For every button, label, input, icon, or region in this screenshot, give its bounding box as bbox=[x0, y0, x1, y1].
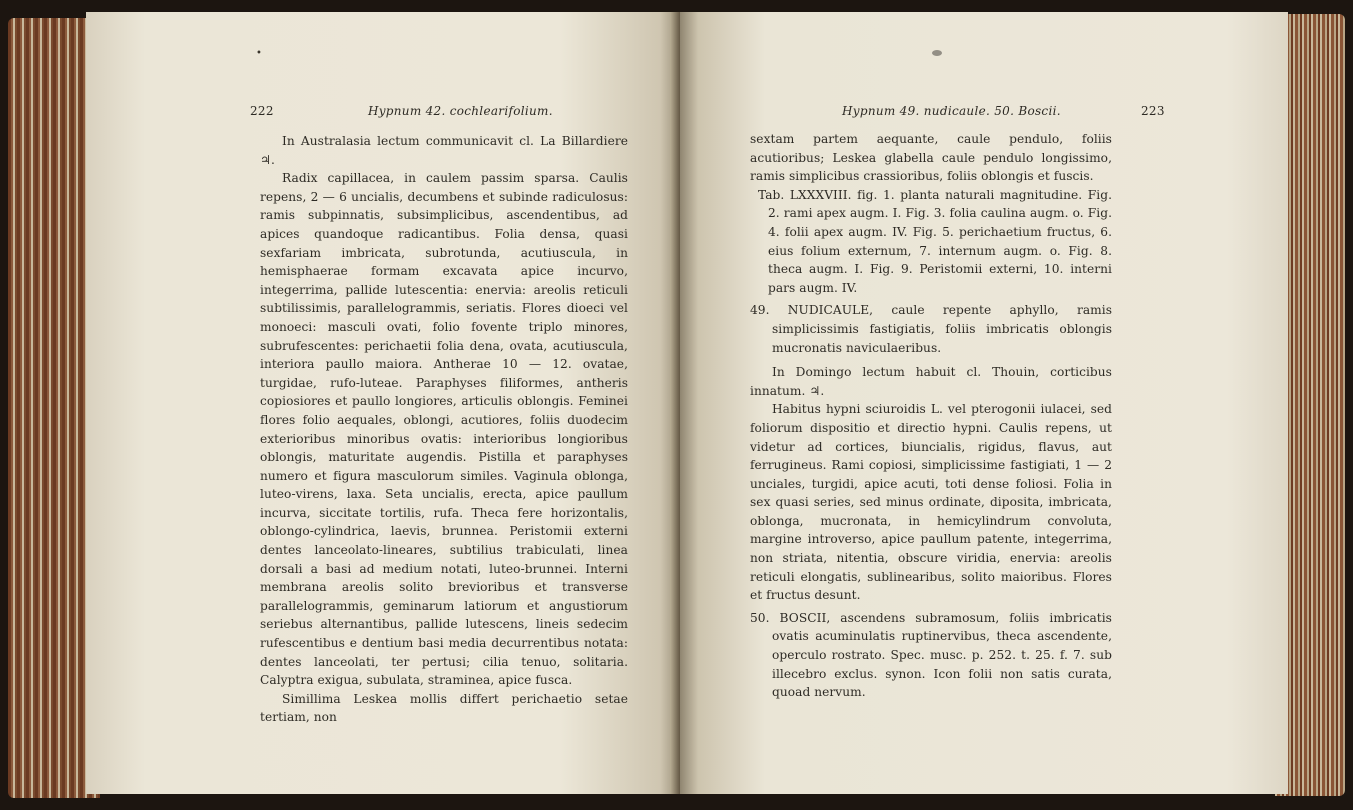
left-page-text bbox=[260, 132, 628, 727]
right-page-text bbox=[750, 130, 1112, 702]
left-running-title: Hypnum 42. cochlearifolium. bbox=[367, 104, 553, 118]
paragraph: Simillima Leskea mollis differt perichaetio setae tertiam, non bbox=[260, 691, 628, 725]
right-page-number: 223 bbox=[1140, 104, 1165, 118]
paragraph: Tab. LXXXVIII. fig. 1. planta naturali magnitudine. Fig. 2. rami apex augm. I. Fig. 3. folia caulina augm. o. Fig. 4. folii apex augm. IV. Fig. 5. perichaetium fructus, 6. eius folium externum, 7. internum augm. o. Fig. 8. theca augm. I. Fig. 9. Peristomii externi, 10. interni pars augm. IV. bbox=[758, 187, 1112, 295]
species-entry: 49. NUDICAULE, caule repente aphyllo, ramis simplicissimis fastigiatis, foliis imbricatis oblongis mucronatis naviculaeribus. bbox=[750, 303, 1112, 355]
ink-mark bbox=[932, 50, 942, 56]
paragraph: Radix capillacea, in caulem passim sparsa. Caulis repens, 2 — 6 uncialis, decumbens et subinde radiculosus: ramis subpinnatis, subsimplicibus, ascendentibus, ad apices quandoque radicantibus. Folia densa, quasi sexfariam imbricata, subrotunda, acutiuscula, in hemisphaerae formam excavata apice incurvo, integerrima, pallide lutescentia: enervia: areolis reticuli subtilissimis, parallelogrammis, seriatis. Flores dioeci vel monoeci: masculi ovati, folio fovente triplo minores, subrufescentes: perichaetii folia dena, ovata, acutiuscula, interiora paullo maiora. Antherae 10 — 12. ovatae, turgidae, rufo-luteae. Paraphyses filiformes, antheris copiosiores et paullo longiores, articulis oblongis. Feminei flores folio aequales, oblongi, acutiores, foliis duodecim exterioribus minoribus ovatis: interioribus longioribus oblongis, maturitate augendis. Pistilla et paraphyses numero et figura masculorum similes. Vaginula oblonga, luteo-virens, laxa. Seta uncialis, erecta, apice paullum incurva, siccitate tortilis, rufa. Theca fere horizontalis, oblongo-cylindrica, laevis, brunnea. Peristomii externi dentes lanceolato-lineares, subtilius trabiculati, linea dorsali a basi ad medium notati, luteo-brunnei. Interni membrana areolis solito brevioribus et transverse parallelogrammis, geminarum latiorum et angustiorum seriebus alternantibus, pallide lutescens, lineis sedecim rufescentibus e dentium basi media decurrentibus notata: dentes lanceolati, ter pertusi; cilia tenuo, solitaria. Calyptra exigua, subulata, straminea, apice fusca. bbox=[260, 171, 628, 688]
ink-mark: • bbox=[256, 48, 262, 59]
left-page bbox=[86, 12, 678, 794]
right-running-title: Hypnum 49. nudicaule. 50. Boscii. bbox=[842, 104, 1061, 118]
left-page-header bbox=[250, 104, 553, 118]
right-page bbox=[680, 12, 1288, 794]
right-page-header bbox=[842, 104, 1165, 118]
species-entry: 50. BOSCII, ascendens subramosum, foliis imbricatis ovatis acuminulatis ruptinervibus, theca ascendente, operculo rostrato. Spec. musc. p. 252. t. 25. f. 7. sub illecebro exclus. synon. Icon folii non satis curata, quoad nervum. bbox=[750, 610, 1112, 700]
paragraph: In Domingo lectum habuit cl. Thouin, corticibus innatum. ♃. bbox=[750, 365, 1112, 398]
paragraph: Habitus hypni sciuroidis L. vel pterogonii iulacei, sed foliorum dispositio et directio hypni. Caulis repens, ut videtur ad cortices, biuncialis, rigidus, flavus, aut ferrugineus. Rami copiosi, simplicissime fastigiati, 1 — 2 unciales, turgidi, apice acuti, toti dense foliosi. Folia in sex quasi series, sed minus ordinate, diposita, imbricata, oblonga, mucronata, in hemicylindrum convoluta, margine introverso, apice paullum patente, integerrima, non striata, nitentia, obscure viridia, enervia: areolis reticuli elongatis, sublinearibus, solito maioribus. Flores et fructus desunt. bbox=[750, 402, 1112, 603]
paragraph: sextam partem aequante, caule pendulo, foliis acutioribus; Leskea glabella caule pendulo longissimo, ramis simplicibus crassioribus, foliis oblongis et fuscis. bbox=[750, 132, 1112, 184]
paragraph: In Australasia lectum communicavit cl. La Billardiere ♃. bbox=[260, 134, 628, 167]
left-page-number: 222 bbox=[250, 104, 274, 118]
